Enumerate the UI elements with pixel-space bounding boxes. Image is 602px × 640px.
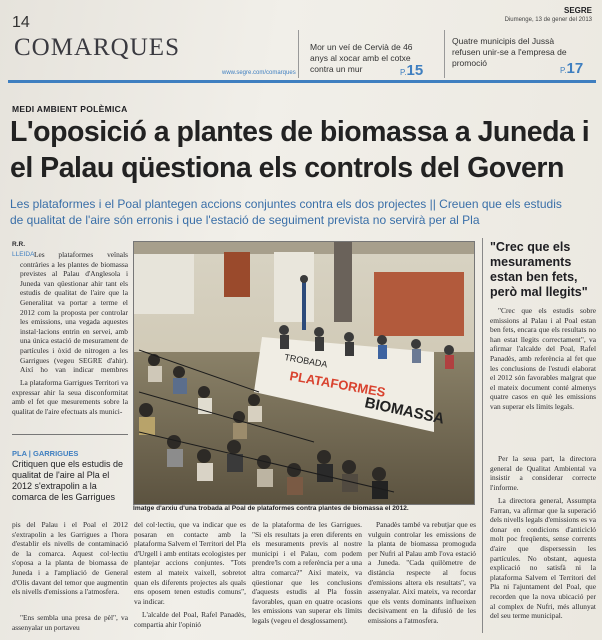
page-number: 14 bbox=[12, 14, 30, 31]
header-divider bbox=[298, 30, 299, 78]
byline: R.R. bbox=[12, 241, 25, 248]
headline-line-1: L'oposició a plantes de biomassa a Juneda i bbox=[10, 116, 590, 148]
teaser-2-page[interactable] bbox=[560, 60, 583, 77]
issue-date: Diumenge, 13 de gener del 2013 bbox=[504, 17, 592, 23]
dateline: LLEIDA bbox=[12, 251, 35, 258]
subhead-rule bbox=[12, 434, 128, 435]
subhead-box bbox=[12, 448, 130, 503]
header-rule bbox=[8, 80, 596, 83]
bottom-column-3: de la plataforma de les Garrigues. "Si els resultats ja eren diferents en els mesuraments previs al nostre municipi i el Palau, com podem prendre'ls com a referència per a una altra comarca?" Així mateix, va qüestionar que les conclusions d'aquests estudis al Pla fossin favorables, quan en quatre ocasions les emissions van superar els límits legals (vegeu el desglossament). bbox=[252, 520, 362, 625]
headline-line-2: el Palau qüestiona els controls del Govern bbox=[10, 152, 564, 184]
column-1-text: Les plataformes veïnals contràries a les plantes de biomassa previstes al Palau d'Anglesola i Juneda van qüestionar ahir tant els estudis de qualitat de l'aire que la Generalitat va portar a terme el 2012 com la proposta per controlar les emissions, una vegada aquestes instal·lacions entrin en servei, amb una única estació de mesurament de partícules i òxid de nitrogen a les Garrigues (vegeu SEGRE d'ahir). Així ho van indicar membres bbox=[20, 250, 128, 375]
teaser-2-text[interactable]: Quatre municipis del Jussà refusen unir-se a l'empresa de promoció bbox=[452, 36, 567, 68]
subhead-text: Critiquen que els estudis de qualitat de l'aire al Pla el 2012 s'extrapolin a la comarca de les Garrigues bbox=[12, 459, 124, 502]
sidebar-text: "Crec que els estudis sobre emissions al Palau i al Poal estan ben fets, encara que els resultats no han estat llegits correctament", va afirmar l'alcalde del Poal, Rafel Panadès, amb referència al fet que les conclusions de l'estudi elaborat el 2012 són favorables malgrat que el mateix document conté almenys quatre casos en què les emissions van superar els límits legals. bbox=[490, 306, 596, 411]
deck-line-2: de qualitat de l'aire són erronis i que l'estació de seguiment prevista no servirà per al Pla bbox=[10, 213, 480, 227]
teaser-1-text[interactable]: Mor un veí de Cervià de 46 anys al xocar amb el cotxe contra un mur bbox=[310, 42, 413, 74]
bottom-column-1b: "Ens sembla una presa de pèl", va assenyalar un portaveu bbox=[12, 613, 128, 632]
article-photo bbox=[133, 241, 475, 505]
sidebar-text-2: Per la seua part, la directora general de Qualitat Ambiental va insistir a considerar correcte l'informe. bbox=[490, 454, 596, 492]
photo-caption: Imatge d'arxiu d'una trobada al Poal de plataformes contra plantes de biomassa el 2012. bbox=[133, 505, 409, 512]
subhead-kicker: PLA | GARRIGUES bbox=[12, 449, 79, 458]
article-kicker: MEDI AMBIENT POLÈMICA bbox=[12, 104, 128, 114]
banner-text-plataformes: PLATAFORMES bbox=[288, 368, 387, 400]
teaser-1-page-number: 15 bbox=[406, 62, 424, 79]
sidebar-quote: "Crec que els mesuraments estan ben fets, però mal llegits" bbox=[490, 240, 588, 299]
bottom-column-4: Panadès també va rebutjar que es vulguin controlar les emissions de la planta de biomassa promoguda per Nufri al Palau amb l'ova estació a Juneda. "Cada quilòmetre de distància respecte al focus d'emissions altera els resultats", va assenyalar. Així mateix, va recordar que els vents dominants influeixen decisivament en la difusió de les emissions a l'atmosfera. bbox=[368, 520, 476, 625]
sidebar-divider bbox=[482, 238, 483, 633]
article-headline bbox=[10, 114, 595, 186]
header-divider-2 bbox=[444, 30, 445, 78]
bottom-column-1: pis del Palau i el Poal el 2012 s'extrapolin a les Garrigues a l'hora d'establir els nivells de contaminació de la comarca. Aquest col·lectiu s'oposa a la planta de biomassa de Juneda i a l'ampliació de General d'Olis davant del temor que augmentin els nivells d'emissions a l'atmosfera. bbox=[12, 520, 128, 597]
banner-text-trobada: TROBADA bbox=[283, 352, 329, 370]
teaser-1-page-prefix: P. bbox=[400, 68, 407, 77]
deck-line-1: Les plataformes i el Poal plantegen accions conjuntes contra els dos projectes || Creuen que els estudis bbox=[10, 197, 562, 211]
bottom-column-2: del col·lectiu, que va indicar que es posaran en contacte amb la plataforma Salvem el Territori del Pla d'Urgell i amb entitats ecologistes per plantejar accions conjuntes. "Tots estem al mateix vaixell, sobretot quan els diferents projectes als quals ens oposem tenen estudis comuns", va indicar. bbox=[134, 520, 246, 606]
teaser-2-page-number: 17 bbox=[566, 60, 584, 77]
meeting-photo-illustration bbox=[134, 242, 474, 504]
section-url[interactable]: www.segre.com/comarques bbox=[222, 70, 296, 76]
teaser-2-page-prefix: P. bbox=[560, 66, 567, 75]
teaser-1-page[interactable] bbox=[400, 62, 423, 79]
section-title: COMARQUES bbox=[14, 34, 180, 61]
sidebar-text-3: La directora general, Assumpta Farran, va afirmar que la superació dels nivells legals d'emissions es va donar en condicions d'anticicló molt poc freqüents, sense corrents d'aire que dispersessin les partícules. No obstant, aquesta explicació no satisfà ni la plataforma Salvem el Territori del Pla ni l'ajuntament del Poal, que recorden que la nova ubicació per al complex de Nufri, més allunyat del seu terme municipal. bbox=[490, 496, 596, 621]
article-deck bbox=[10, 196, 595, 228]
banner-text-biomassa: BIOMASSA bbox=[363, 394, 446, 428]
column-1-text-continued: La plataforma Garrigues Territori va expressar ahir la seua disconformitat amb el fet que mesurements sobre la qualitat de l'aire efectuats als munici- bbox=[12, 378, 128, 416]
bottom-column-2b: L'alcalde del Poal, Rafel Panadès, compartia ahir l'opinió bbox=[134, 610, 246, 629]
paper-name: SEGRE bbox=[563, 6, 592, 15]
